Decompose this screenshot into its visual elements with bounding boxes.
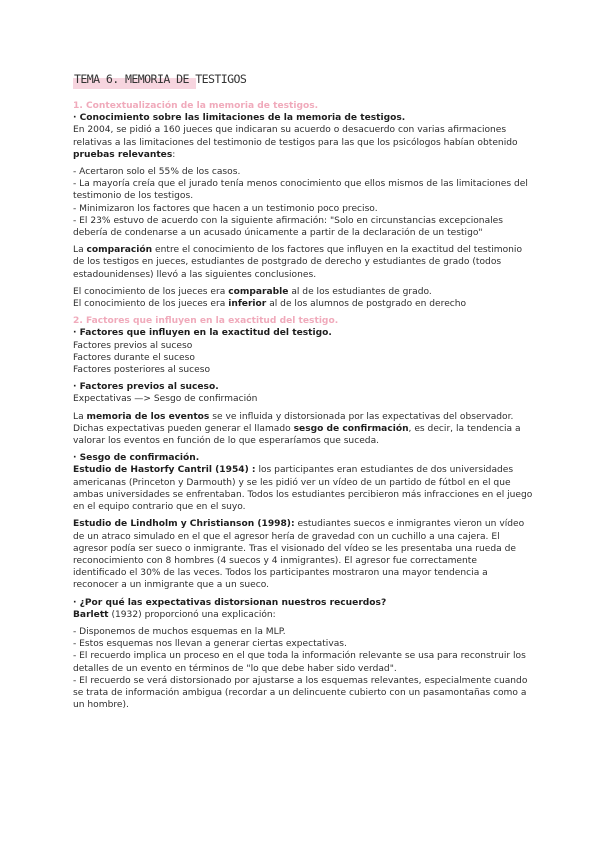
- text: , es decir, la tendencia a valorar los eventos en función de lo que esperaríamos que suceda.: [73, 423, 521, 447]
- list-item: - Estos esquemas nos llevan a generar ciertas expectativas.: [73, 639, 347, 650]
- bold-text: comparable: [228, 286, 289, 297]
- paragraph: [73, 464, 533, 513]
- document-content: [73, 72, 533, 711]
- paragraph: [73, 411, 533, 448]
- text: (1932) proporcionó una explicación:: [108, 609, 276, 620]
- bold-text: memoria de los eventos: [86, 411, 210, 422]
- text: El conocimiento de los jueces era: [73, 299, 229, 310]
- text: estudiantes suecos e inmigrantes vieron un vídeo de un atraco simulado en el que el agresor hería de gravedad con un cuchillo a una cajera. El agresor podía ser sueco o inmigrante. Tras el visionado del vídeo se les presentaba una rueda de reconocimiento con 8 hombres (4 suecos y 4 inmigrantes). El agresor fue correctamente identificado el 30% de las veces. Todos los participantes mostraron una mayor tendencia a reconocer a un inmigrante que a un sueco.: [73, 519, 525, 591]
- paragraph: [73, 518, 533, 591]
- bold-text: Estudio de Lindholm y Christianson (1998):: [73, 519, 295, 530]
- list-item: - Disponemos de muchos esquemas en la MLP.: [73, 626, 286, 637]
- text: :: [172, 149, 176, 160]
- section-1-heading: 1. Contextualización de la memoria de testigos.: [73, 101, 319, 111]
- factor-item: Factores previos al suceso: [73, 340, 193, 351]
- factor-item: Factores posteriores al suceso: [73, 365, 211, 376]
- list-item: - El 23% estuvo de acuerdo con la siguiente afirmación: "Solo en circunstancias excepcionales debería de condenarse a un acusado únicamente a partir de la declaración de un testigo": [73, 215, 504, 239]
- factor-item: Factores durante el suceso: [73, 352, 195, 363]
- text: entre el conocimiento de los factores que influyen en la exactitud del testimonio de los testigos en jueces, estudiantes de postgrado de derecho y estudiantes de grado (todos estadounidenses) llevó a las siguientes conclusiones.: [73, 245, 523, 280]
- list-item: - El recuerdo se verá distorsionado por ajustarse a los esquemas relevantes, especialmente cuando se trata de información ambigua (recordar a un delincuente cubierto con un pasamontañas como a un hombre).: [73, 675, 528, 711]
- text: El conocimiento de los jueces era: [73, 286, 229, 297]
- paragraph: [73, 124, 533, 161]
- paragraph: [73, 286, 533, 298]
- text: al de los alumnos de postgrado en derecho: [266, 299, 467, 310]
- bold-text: Estudio de Hastorfy Cantril (1954) :: [73, 465, 256, 476]
- expectativas-line: Expectativas —> Sesgo de confirmación: [73, 394, 258, 405]
- bold-text: comparación: [86, 245, 153, 256]
- bold-text: sesgo de confirmación: [293, 423, 409, 434]
- subheading-question: · ¿Por qué las expectativas distorsionan nuestros recuerdos?: [73, 597, 387, 608]
- paragraph: [73, 298, 533, 310]
- text: al de los estudiantes de grado.: [288, 286, 432, 297]
- text: los participantes eran estudiantes de dos universidades americanas (Princeton y Darmouth) y se les pidió ver un vídeo de un partido de fútbol en el que ambas universidades se enfrentaban. Todos los estudiantes percibieron más infracciones en el juego en el equipo contrario que en el suyo.: [73, 465, 533, 513]
- subheading-previos: · Factores previos al suceso.: [73, 382, 219, 393]
- subheading-sesgo: · Sesgo de confirmación.: [73, 453, 200, 464]
- title-block: [73, 72, 533, 92]
- text: se ve influida y distorsionada por las expectativas del observador. Dichas expectativas pueden generar el llamado: [73, 411, 514, 434]
- text: En 2004, se pidió a 160 jueces que indicaran su acuerdo o desacuerdo con varias afirmaciones relativas a las limitaciones del testimonio de testigos para las que los psicólogos habían obtenido: [73, 125, 518, 148]
- list-item: - El recuerdo implica un proceso en el que toda la información relevante se usa para reconstruir los detalles de un evento en términos de "lo que debe haber sido verdad".: [73, 651, 526, 674]
- bold-text: inferior: [228, 299, 267, 310]
- text: La: [73, 411, 87, 422]
- list-item: - La mayoría creía que el jurado tenía menos conocimiento que ellos mismos de las limitaciones del testimonio de los testigos.: [73, 179, 528, 202]
- paragraph: [73, 244, 533, 281]
- list-item: - Acertaron solo el 55% de los casos.: [73, 167, 241, 178]
- section-2-subheading: · Factores que influyen en la exactitud del testigo.: [73, 328, 332, 339]
- page-title: TEMA 6. MEMORIA DE TESTIGOS: [74, 72, 247, 86]
- text: La: [73, 245, 87, 256]
- section-2-heading: 2. Factores que influyen en la exactitud del testigo.: [73, 316, 339, 327]
- bold-text: pruebas relevantes: [73, 149, 173, 160]
- section-1-subheading: · Conocimiento sobre las limitaciones de la memoria de testigos.: [73, 113, 406, 124]
- paragraph: [73, 609, 533, 621]
- bold-text: Barlett: [73, 609, 109, 620]
- list-item: - Minimizaron los factores que hacen a un testimonio poco preciso.: [73, 203, 378, 214]
